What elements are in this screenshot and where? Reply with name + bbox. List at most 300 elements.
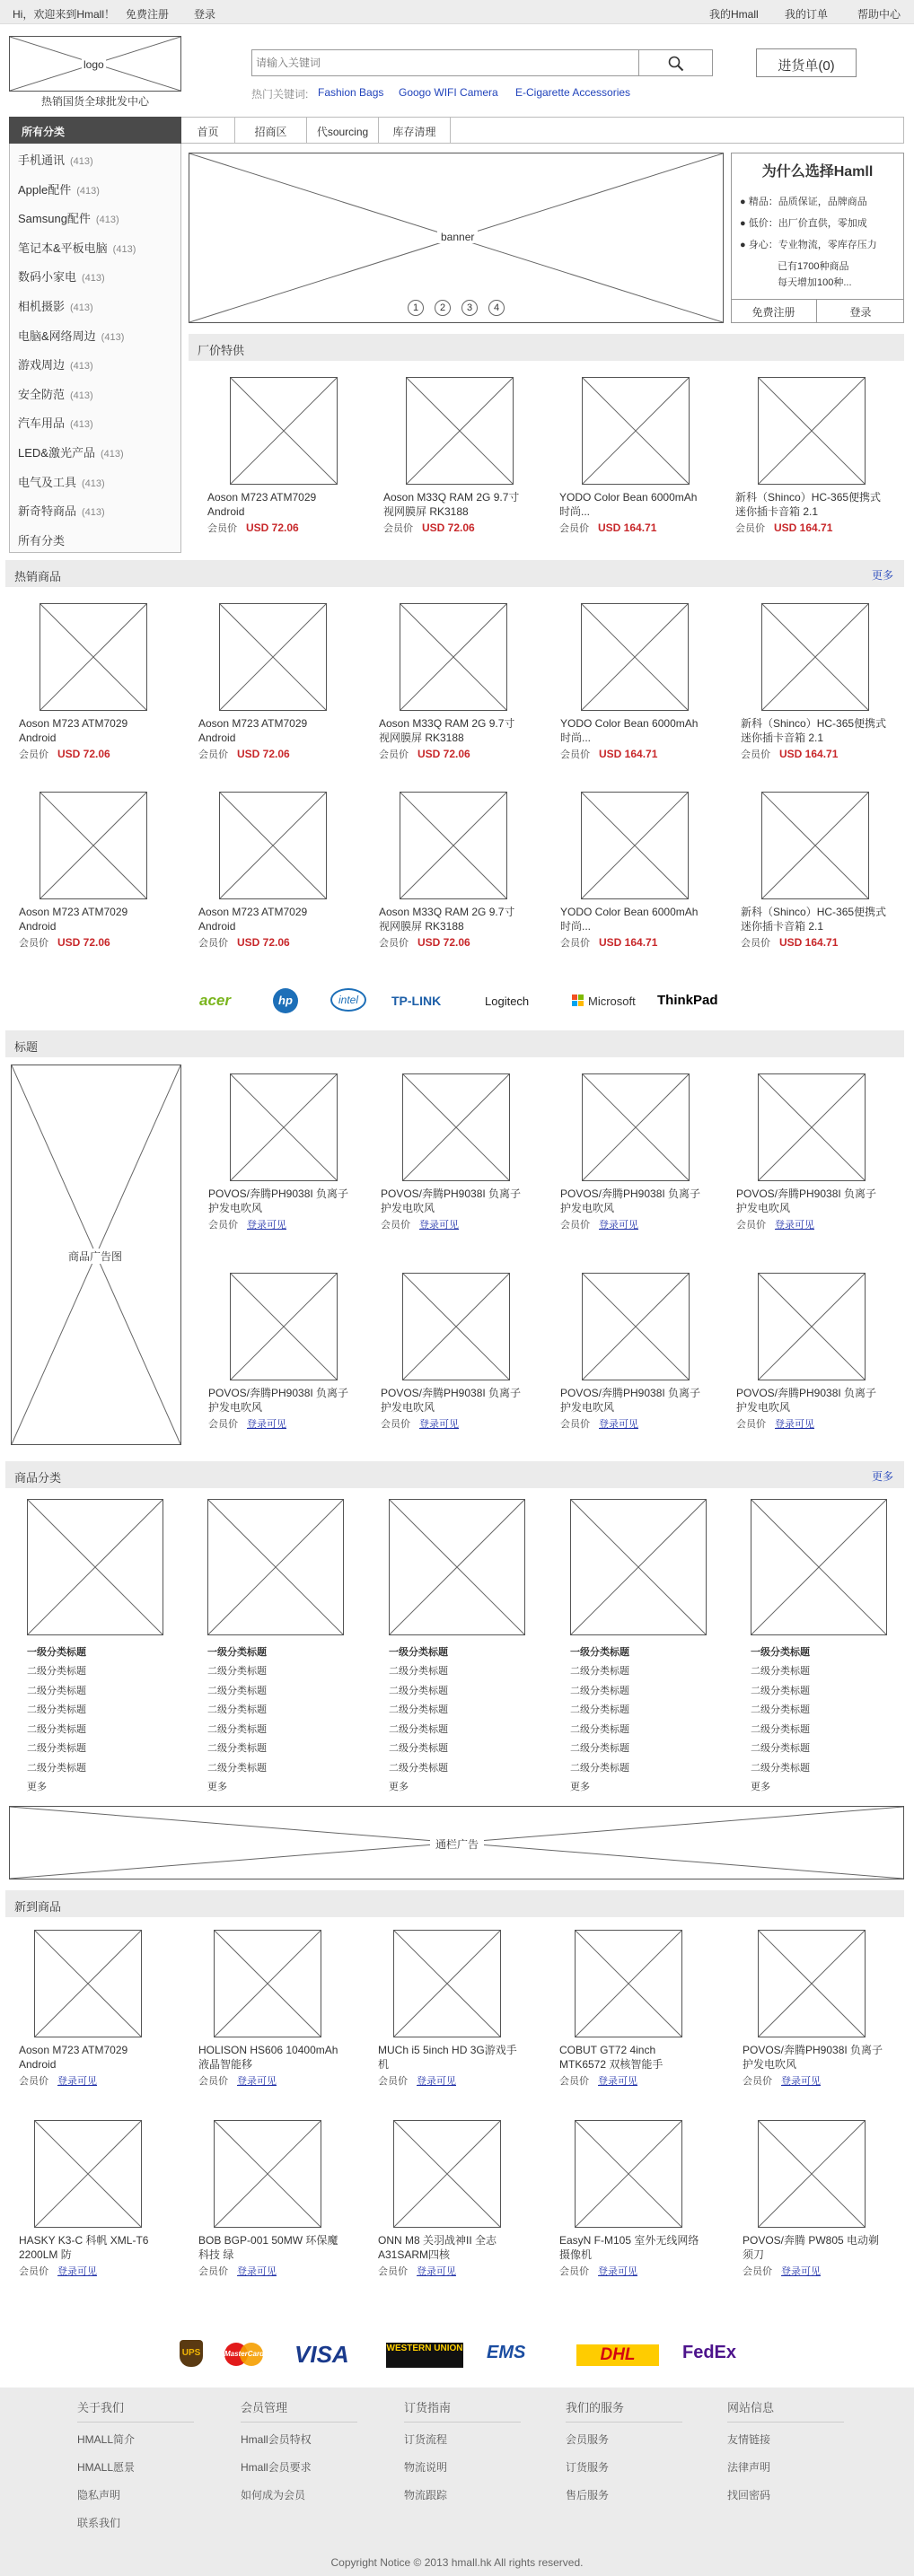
hot-keywords-label: 热门关键词: [251,88,309,101]
product-name: POVOS/奔腾PH9038I 负离子 [208,1187,349,1200]
hot-keyword-2[interactable]: Googo WIFI Camera [399,86,498,99]
category-sub: 二级分类标题 [207,1723,267,1735]
sidebar-item-label: 电脑&网络周边 [18,329,96,343]
category-sub: 二级分类标题 [570,1723,629,1735]
price-label: 会员价 [560,749,590,760]
product-name: ONN M8 关羽战神II 全志 [378,2234,497,2247]
category-sub: 二级分类标题 [570,1743,629,1754]
product-price [19,747,110,761]
price-label: 会员价 [381,1419,410,1430]
price-label: 会员价 [559,2266,589,2277]
category-sub: 二级分类标题 [207,1666,267,1677]
product-name: 新科（Shinco）HC-365便携式 [741,906,887,918]
price-label: 会员价 [743,2076,772,2087]
product-name: 护发电吹风 [736,1202,791,1214]
product-name: 液晶智能移 [198,2058,253,2071]
factory-title: 厂价特供 [198,344,245,357]
price-label: 会员价 [560,1419,590,1430]
product-name: POVOS/奔腾PH9038I 负离子 [743,2044,883,2056]
category-sub: 二级分类标题 [27,1723,86,1735]
copyright: Copyright Notice © 2013 hmall.hk All rights reserved. [330,2556,584,2569]
product-image[interactable] [575,1930,682,2037]
sidebar-item[interactable] [18,531,70,548]
price-value: USD 164.71 [779,748,839,760]
payment-western-union [386,2343,463,2368]
price-label: 会员价 [743,2266,772,2277]
price-value: USD 72.06 [422,521,475,534]
category-sub: 二级分类标题 [751,1743,810,1754]
login-view-link[interactable]: 登录可见 [775,1220,814,1231]
product-name: 护发电吹风 [381,1202,435,1214]
sidebar-item[interactable] [18,209,119,226]
category-more: 更多 [27,1782,47,1792]
tab-sourcing[interactable]: 代sourcing [307,117,379,144]
sidebar-item[interactable] [18,385,93,402]
banner-dot[interactable]: 2 [435,300,451,316]
product-name: BOB BGP-001 50MW 环保魔 [198,2234,338,2247]
categories-title: 商品分类 [14,1471,62,1485]
sidebar-item-label: LED&激光产品 [18,446,95,460]
footer-link[interactable]: HMALL愿景 [77,2461,136,2474]
product-image[interactable] [761,792,869,899]
product-name: 科技 绿 [198,2248,234,2261]
product-price [381,1217,459,1231]
product-price [198,747,290,761]
category-sub: 二级分类标题 [207,1762,267,1774]
sidebar-item[interactable] [18,267,105,285]
price-label: 会员价 [19,749,48,760]
product-image[interactable] [758,2120,866,2228]
login-view-link[interactable]: 登录可见 [781,2266,821,2277]
footer-column [404,2396,521,2510]
product-price [207,521,299,535]
hot-title: 热销商品 [14,570,62,583]
product-name: Aoson M723 ATM7029 [198,906,308,918]
product-name: Aoson M33Q RAM 2G 9.7寸 [379,717,515,730]
footer-link[interactable]: 找回密码 [727,2489,771,2502]
brand-intel[interactable]: intel [330,988,366,1012]
sidebar-item[interactable] [18,239,136,256]
product-name: 迷你插卡音箱 2.1 [741,732,824,744]
product-name: 护发电吹风 [560,1401,615,1414]
sidebar-item[interactable] [18,414,93,431]
footer-link[interactable]: 物流说明 [404,2461,448,2474]
product-image[interactable] [402,1273,510,1380]
cart-button[interactable]: 进货单(0) [756,48,857,77]
product-price [198,935,290,950]
login-view-link[interactable]: 登录可见 [598,2076,637,2087]
product-price [559,2073,637,2088]
product-price [559,521,656,535]
category-image[interactable] [751,1499,887,1635]
price-label: 会员价 [378,2076,408,2087]
footer-column-title: 我们的服务 [566,2396,682,2423]
banner-ad-label: 通栏广告 [430,1836,484,1852]
product-image[interactable] [230,377,338,485]
product-image[interactable] [219,792,327,899]
category-image[interactable] [389,1499,525,1635]
product-image[interactable] [402,1073,510,1181]
price-label: 会员价 [559,2076,589,2087]
tab-investment[interactable]: 招商区 [235,117,307,144]
price-value: USD 72.06 [417,748,470,760]
footer-column [77,2396,194,2537]
login-view-link[interactable]: 登录可见 [247,1220,286,1231]
price-label: 会员价 [19,938,48,949]
sidebar-item-count: (413) [101,331,125,343]
product-image[interactable] [581,792,689,899]
category-sub: 二级分类标题 [570,1704,629,1715]
footer-link[interactable]: HMALL简介 [77,2433,136,2446]
top-bar [0,0,914,24]
category-more: 更多 [570,1782,590,1792]
product-name: 2200LM 防 [19,2248,72,2261]
sidebar-item[interactable] [18,151,93,168]
price-label: 会员价 [208,1220,238,1231]
product-price [381,1416,459,1431]
banner-dot[interactable]: 1 [408,300,424,316]
price-label: 会员价 [735,523,765,534]
category-head: 一级分类标题 [27,1647,86,1658]
product-image[interactable] [400,792,507,899]
product-image[interactable] [581,603,689,711]
footer-link[interactable]: 友情链接 [727,2433,771,2446]
sidebar-item[interactable] [18,327,124,344]
product-name: EasyN F-M105 室外无线网络 [559,2234,699,2247]
category-sub: 二级分类标题 [27,1762,86,1774]
my-hmall-link[interactable]: 我的Hmall [709,8,759,21]
category-sub: 二级分类标题 [389,1762,448,1774]
price-label: 会员价 [379,749,409,760]
price-label: 会员价 [559,523,589,534]
login-view-link[interactable]: 登录可见 [57,2266,97,2277]
logo[interactable] [9,36,181,92]
register-link[interactable]: 免费注册 [126,8,170,21]
product-name: 视网膜屏 RK3188 [379,920,464,933]
sidebar-item-count: (413) [70,419,93,431]
price-label: 会员价 [207,523,237,534]
product-name: POVOS/奔腾PH9038I 负离子 [208,1387,349,1399]
product-image[interactable] [582,1273,690,1380]
product-price [379,747,470,761]
product-name: 护发电吹风 [743,2058,797,2071]
category-image[interactable] [27,1499,163,1635]
sidebar-item[interactable] [18,180,100,197]
category-sub: 二级分类标题 [751,1704,810,1715]
category-sub: 二级分类标题 [207,1743,267,1754]
price-label: 会员价 [383,523,413,534]
product-name: 须刀 [743,2248,765,2261]
product-image[interactable] [761,603,869,711]
price-value: USD 164.71 [774,521,833,534]
price-value: USD 72.06 [57,936,110,949]
product-image[interactable] [219,603,327,711]
sidebar-item-label: 相机摄影 [18,300,66,313]
footer-column [727,2396,844,2510]
product-price [208,1217,286,1231]
footer-column-title: 网站信息 [727,2396,844,2423]
category-sub: 二级分类标题 [570,1685,629,1696]
category-sub: 二级分类标题 [751,1685,810,1696]
sidebar-item-label: 电气及工具 [18,475,77,489]
sidebar-item[interactable] [18,443,124,460]
category-sub: 二级分类标题 [751,1723,810,1735]
search-input[interactable] [252,50,638,75]
brand-microsoft[interactable]: Microsoft [588,994,636,1008]
login-view-link[interactable]: 登录可见 [781,2076,821,2087]
sidebar-item-label: Apple配件 [18,182,72,197]
featured-title: 标题 [14,1040,39,1054]
category-sub: 二级分类标题 [389,1685,448,1696]
product-price [19,2073,97,2088]
sidebar-item-label: 游戏周边 [18,358,66,372]
payment-ups: UPS [180,2340,203,2367]
product-name: POVOS/奔腾PH9038I 负离子 [736,1387,877,1399]
price-label: 会员价 [19,2266,48,2277]
product-name: 护发电吹风 [208,1401,263,1414]
footer-link[interactable]: 隐私声明 [77,2489,121,2502]
price-value: USD 72.06 [237,748,290,760]
help-link[interactable]: 帮助中心 [857,8,901,21]
category-more: 更多 [751,1782,770,1792]
why-register-button[interactable]: 免费注册 [731,299,817,323]
product-image[interactable] [582,377,690,485]
price-value: USD 72.06 [57,748,110,760]
category-head: 一级分类标题 [751,1647,810,1658]
price-label: 会员价 [198,2076,228,2087]
login-view-link[interactable]: 登录可见 [598,2266,637,2277]
product-price [560,1416,638,1431]
product-image[interactable] [230,1073,338,1181]
product-image[interactable] [758,1273,866,1380]
product-name: POVOS/奔腾 PW805 电动剃 [743,2234,880,2247]
brand-tplink[interactable]: TP-LINK [391,994,442,1008]
sidebar-item[interactable] [18,297,93,314]
product-name: Aoson M723 ATM7029 [198,717,308,730]
sidebar-item-count: (413) [100,449,124,460]
login-view-link[interactable]: 登录可见 [419,1220,459,1231]
brand-thinkpad[interactable]: ThinkPad [657,993,718,1008]
login-view-link[interactable]: 登录可见 [419,1419,459,1430]
banner-label: banner [437,231,478,243]
new-section-header [5,1890,904,1917]
price-label: 会员价 [741,938,770,949]
product-price [198,2264,277,2278]
banner-ad[interactable] [9,1806,904,1879]
search-button[interactable] [639,49,713,76]
hot-more-link[interactable]: 更多 [871,569,893,582]
category-head: 一级分类标题 [389,1647,448,1658]
product-name: Aoson M723 ATM7029 [19,2044,128,2056]
tab-home[interactable]: 首页 [181,117,235,144]
product-image[interactable] [230,1273,338,1380]
product-name: Android [207,505,245,518]
login-view-link[interactable]: 登录可见 [237,2266,277,2277]
footer-column-title: 会员管理 [241,2396,357,2423]
login-view-link[interactable]: 登录可见 [417,2266,456,2277]
hot-section-header [5,560,904,587]
login-view-link[interactable]: 登录可见 [599,1220,638,1231]
sidebar-item[interactable] [18,355,93,372]
sidebar-item-count: (413) [70,390,93,401]
product-name: Android [19,2058,57,2071]
product-price [378,2073,456,2088]
price-label: 会员价 [378,2266,408,2277]
price-label: 会员价 [198,749,228,760]
banner-dot[interactable]: 3 [461,300,478,316]
category-sidebar [9,144,181,553]
product-price [741,935,838,950]
footer-link[interactable]: 物流跟踪 [404,2489,448,2502]
product-price [735,521,832,535]
product-image[interactable] [393,2120,501,2228]
product-name: POVOS/奔腾PH9038I 负离子 [560,1387,701,1399]
price-value: USD 72.06 [237,936,290,949]
category-sub: 二级分类标题 [27,1743,86,1754]
sidebar-item-count: (413) [70,361,93,372]
why-item: ● 身心：专业物流，零库存压力 [740,240,877,250]
category-sub: 二级分类标题 [207,1704,267,1715]
login-view-link[interactable]: 登录可见 [57,2076,97,2087]
slogan: 热销国货全球批发中心 [41,95,150,108]
category-sub: 二级分类标题 [570,1666,629,1677]
product-image[interactable] [40,603,147,711]
product-price [743,2073,821,2088]
price-label: 会员价 [198,938,228,949]
login-view-link[interactable]: 登录可见 [599,1419,638,1430]
footer-link[interactable]: 如何成为会员 [241,2489,306,2502]
product-image[interactable] [406,377,514,485]
product-image[interactable] [758,377,866,485]
product-name: HASKY K3-C 科帆 XML-T6 [19,2234,149,2247]
product-image[interactable] [575,2120,682,2228]
banner[interactable] [189,153,724,323]
sidebar-item-count: (413) [76,185,100,197]
why-title: 为什么选择Hamll [761,164,874,180]
product-name: A31SARM四核 [378,2248,451,2261]
category-image[interactable] [570,1499,707,1635]
login-view-link[interactable]: 登录可见 [417,2076,456,2087]
tab-clearance[interactable]: 库存清理 [379,117,451,144]
product-image[interactable] [40,792,147,899]
price-value: USD 164.71 [598,521,657,534]
all-categories-header[interactable]: 所有分类 [9,117,181,144]
product-name: 护发电吹风 [736,1401,791,1414]
product-price [19,935,110,950]
sidebar-item[interactable] [18,502,105,519]
product-name: POVOS/奔腾PH9038I 负离子 [736,1187,877,1200]
sidebar-item-label: 新奇特商品 [18,504,77,519]
payment-fedex [682,2343,736,2363]
sidebar-item-count: (413) [82,273,105,285]
product-name: Aoson M33Q RAM 2G 9.7寸 [383,491,520,504]
categories-section-header [5,1461,904,1488]
category-image[interactable] [207,1499,344,1635]
product-image[interactable] [400,603,507,711]
product-image[interactable] [393,1930,501,2037]
product-price [208,1416,286,1431]
footer-link[interactable]: 法律声明 [727,2461,771,2474]
footer-link[interactable]: Hmall会员特权 [241,2433,312,2446]
product-image[interactable] [34,1930,142,2037]
my-orders-link[interactable]: 我的订单 [785,8,829,21]
price-label: 会员价 [381,1220,410,1231]
category-sub: 二级分类标题 [751,1762,810,1774]
hot-keyword-3[interactable]: E-Cigarette Accessories [515,86,631,99]
product-name: 迷你插卡音箱 2.1 [735,505,819,518]
sidebar-item[interactable] [18,473,105,490]
product-price [379,935,470,950]
login-link[interactable]: 登录 [194,8,216,21]
category-sub: 二级分类标题 [27,1704,86,1715]
hot-keyword-1[interactable]: Fashion Bags [318,86,384,99]
product-price [198,2073,277,2088]
footer-column-title: 关于我们 [77,2396,194,2423]
footer-column [241,2396,357,2510]
footer-link[interactable]: 会员服务 [566,2433,610,2446]
price-label: 会员价 [208,1419,238,1430]
footer-link[interactable]: Hmall会员要求 [241,2461,312,2474]
product-image[interactable] [34,2120,142,2228]
featured-ad-image[interactable] [11,1065,181,1445]
footer-link[interactable]: 售后服务 [566,2489,610,2502]
categories-more-link[interactable]: 更多 [871,1470,893,1483]
login-view-link[interactable]: 登录可见 [247,1419,286,1430]
price-value: USD 164.71 [779,936,839,949]
product-price [560,747,657,761]
product-price [736,1416,814,1431]
product-name: 时尚... [560,732,592,744]
banner-dot[interactable]: 4 [488,300,505,316]
footer-link[interactable]: 联系我们 [77,2517,121,2529]
product-price [743,2264,821,2278]
sidebar-item-count: (413) [95,215,119,226]
footer-link[interactable]: 订货流程 [404,2433,448,2446]
product-name: 新科（Shinco）HC-365便携式 [735,491,882,504]
product-image[interactable] [758,1073,866,1181]
logo-text: logo [83,58,104,71]
product-name: 摄像机 [559,2248,593,2261]
product-price [560,935,657,950]
product-price [741,747,838,761]
brand-acer[interactable]: acer [199,992,231,1009]
product-image[interactable] [758,1930,866,2037]
factory-section-header [189,334,904,361]
login-view-link[interactable]: 登录可见 [775,1419,814,1430]
product-name: Aoson M33Q RAM 2G 9.7寸 [379,906,515,918]
brand-logitech[interactable]: Logitech [485,994,530,1008]
product-image[interactable] [214,1930,321,2037]
why-stats [778,258,852,291]
sidebar-item-count: (413) [70,156,93,167]
product-name: 视网膜屏 RK3188 [379,732,464,744]
footer-link[interactable]: 订货服务 [566,2461,610,2474]
product-image[interactable] [214,2120,321,2228]
product-name: Android [19,732,57,744]
product-name: HOLISON HS606 10400mAh [198,2044,338,2056]
login-view-link[interactable]: 登录可见 [237,2076,277,2087]
category-sub: 二级分类标题 [389,1666,448,1677]
product-name: POVOS/奔腾PH9038I 负离子 [381,1387,522,1399]
product-name: 迷你插卡音箱 2.1 [741,920,824,933]
brand-hp[interactable]: hp [273,988,298,1013]
microsoft-logo-icon [572,994,584,1007]
sidebar-item-label: 笔记本&平板电脑 [18,241,108,255]
product-name: COBUT GT72 4inch [559,2044,656,2056]
product-image[interactable] [582,1073,690,1181]
why-login-button[interactable]: 登录 [849,306,872,319]
product-price [378,2264,456,2278]
